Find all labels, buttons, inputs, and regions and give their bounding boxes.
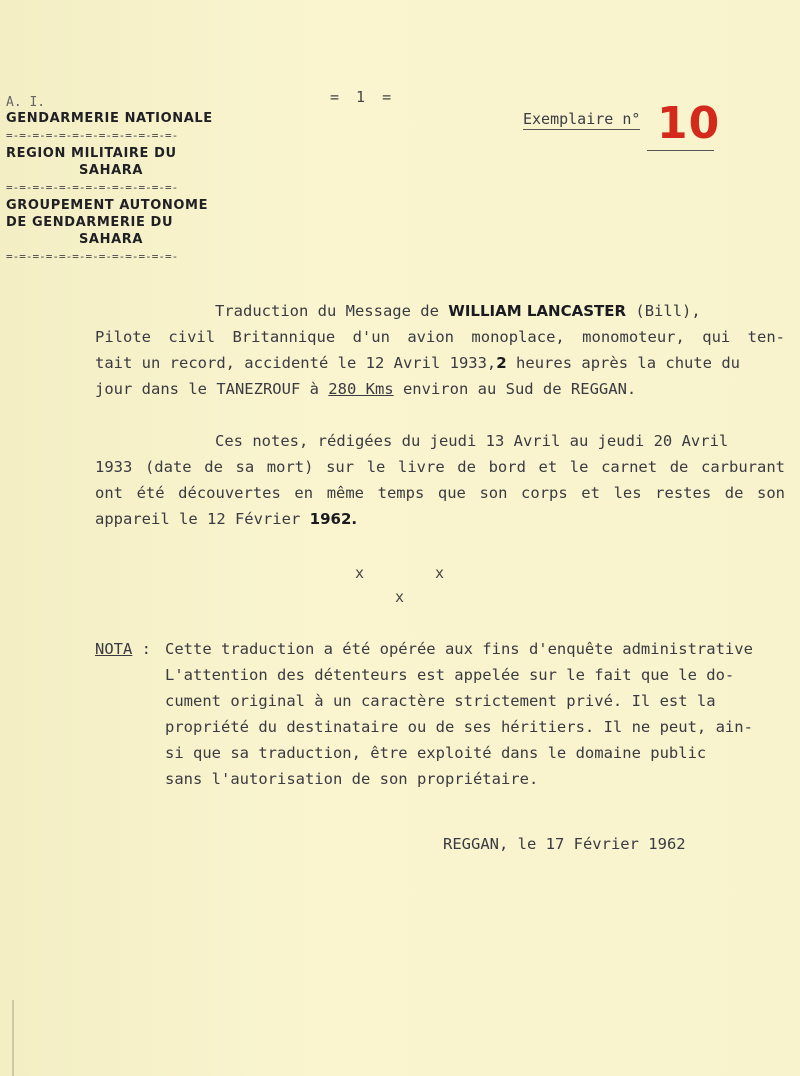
copy-number xyxy=(523,98,721,149)
letterhead-separator: =-=-=-=-=-=-=-=-=-=-=-=-=- xyxy=(6,250,179,263)
copy-number-label: Exemplaire n° xyxy=(523,110,641,128)
text-line: L'attention des détenteurs est appelée sur le fait que le do- xyxy=(165,666,735,684)
text-line: jour dans le TANEZROUF à 280 Kms environ au Sud de REGGAN. xyxy=(95,380,637,398)
page-number: = 1 = xyxy=(330,88,396,106)
text-line: appareil le 12 Février 1962. xyxy=(95,510,358,528)
nota-section: NOTA : Cette traduction a été opérée aux fins d'enquête administrative L'attention des détenteurs est appelée sur le fait que le do- cument original à un caractère strictement privé. Il est la propriété du destinataire ou de ses héritiers. Il ne peut, ain- si que sa traduction, être exploité dans le domaine public sans l'autorisation de son propriétaire. xyxy=(95,636,795,662)
copy-number-underline xyxy=(647,150,714,151)
paper-edge-mark xyxy=(12,1000,14,1076)
text-line: tait un record, accidenté le 12 Avril 1933,2 heures après la chute du xyxy=(95,354,741,372)
pilot-name: WILLIAM LANCASTER xyxy=(448,302,627,320)
text-line: Cette traduction a été opérée aux fins d'enquête administrative xyxy=(165,640,753,658)
text-line: Ces notes, rédigées du jeudi 13 Avril au jeudi 20 Avril xyxy=(215,432,729,450)
nota-body xyxy=(165,636,785,792)
letterhead-separator: =-=-=-=-=-=-=-=-=-=-=-=-=- xyxy=(6,181,179,194)
paragraph-notes xyxy=(95,428,785,532)
text-line: si que sa traduction, être exploité dans le domaine public xyxy=(165,744,707,762)
text-line: Traduction du Message de WILLIAM LANCASTER (Bill), xyxy=(215,302,701,320)
letterhead-ref: A. I. xyxy=(6,95,46,110)
text-line: cument original à un caractère strictement privé. Il est la xyxy=(165,692,716,710)
nota-label: NOTA xyxy=(95,640,133,658)
copy-number-stamp: 10 xyxy=(657,98,721,149)
letterhead-group-line1: GROUPEMENT AUTONOME xyxy=(6,198,209,213)
letterhead xyxy=(6,96,221,266)
text-line: 1933 (date de sa mort) sur le livre de bord et le carnet de carburant xyxy=(95,458,785,476)
text-line: Pilote civil Britannique d'un avion monoplace, monomoteur, qui ten- xyxy=(95,328,785,346)
letterhead-region-line2: SAHARA xyxy=(78,163,144,178)
text-line: propriété du destinataire ou de ses héritiers. Il ne peut, ain- xyxy=(165,718,753,736)
distance: 280 Kms xyxy=(328,380,394,398)
cross-mark: x xyxy=(395,588,405,606)
cross-mark: x xyxy=(355,564,365,582)
text-line: sans l'autorisation de son propriétaire. xyxy=(165,770,539,788)
cross-mark: x xyxy=(435,564,445,582)
paragraph-translation-intro xyxy=(95,298,785,402)
text-line: ont été découvertes en même temps que son corps et les restes de son xyxy=(95,484,785,502)
letterhead-region-line1: REGION MILITAIRE DU xyxy=(6,146,177,161)
letterhead-org: GENDARMERIE NATIONALE xyxy=(6,111,213,126)
section-divider-crosses xyxy=(0,560,800,610)
letterhead-group-line2: DE GENDARMERIE DU xyxy=(6,215,174,230)
letterhead-group-line3: SAHARA xyxy=(78,232,144,247)
place-date-signature: REGGAN, le 17 Février 1962 xyxy=(443,835,686,853)
letterhead-separator: =-=-=-=-=-=-=-=-=-=-=-=-=- xyxy=(6,129,179,142)
